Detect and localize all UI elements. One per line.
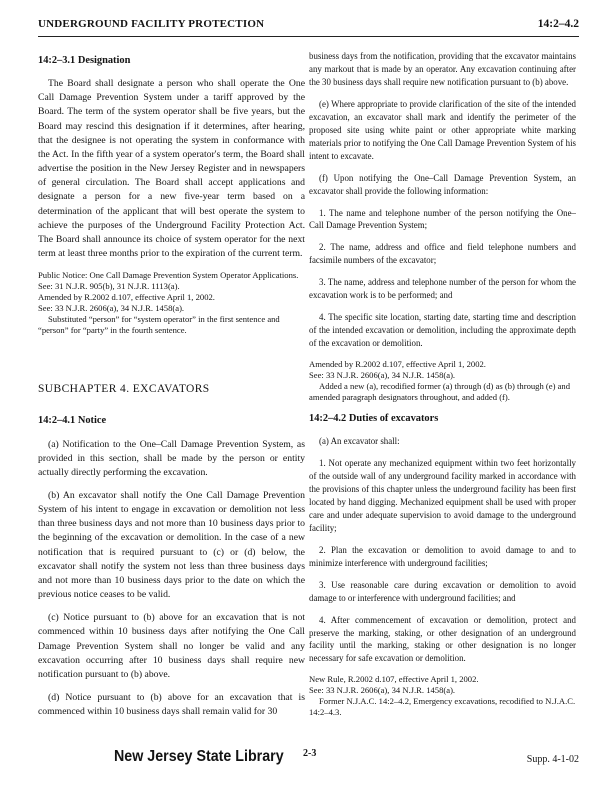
section-14-2-3-1-notes [38,270,305,336]
left-column [38,50,305,728]
paragraph-c: (c) Notice pursuant to (b) above for an excavation that is not commenced within 10 business days after notifying the One Call Damage Prevention System shall no longer be valid and any excavation occurring after 10 business days shall require new notification pursuant to (b) above. [38,612,305,680]
paragraph-a: (a) An excavator shall: [319,436,400,447]
history-note: See: 33 N.J.R. 2606(a), 34 N.J.R. 1458(a). [309,685,456,696]
paragraph-e: (e) Where appropriate to provide clarification of the site of the intended excavation, an excavator shall mark and identify the perimeter of the proposed site using white paint or other appropriate white marking materials prior to notifying the One Call Damage Prevention System of his intent to excavate. [309,98,576,161]
page-footer [0,746,615,786]
section-14-2-4-2-heading: 14:2–4.2 Duties of excavators [309,413,439,425]
library-stamp: New Jersey State Library [114,748,284,765]
history-note: Substituted “person” for “system operator” in the first sentence and “person” for “party” in the fourth sentence. [38,314,280,336]
paragraph-b: (b) An excavator shall notify the One Call Damage Prevention System of his intent to engage in excavation or demolition not less than three business days and not more than 10 business days prior to the beginning of the excavation or demolition. In the case of a new notification that is required pursuant to (c) or (d) below, the excavator shall notify the system not less than three business days and not more than 10 business days prior to the date on which the previous notice ceases to be valid. [38,489,305,601]
history-note: Amended by R.2002 d.107, effective April 1, 2002. [38,292,215,303]
list-item-a3: 3. Use reasonable care during excavation or demolition to avoid damage to or interference with underground facilities; and [309,579,576,603]
section-14-2-4-2-notes [309,674,576,718]
list-item-f2: 2. The name, address and office and field telephone numbers and facsimile numbers of the excavator; [309,242,576,266]
supplement-date: Supp. 4-1-02 [526,754,579,765]
history-note: See: 33 N.J.R. 2606(a), 34 N.J.R. 1458(a). [38,303,185,314]
list-item-a2: 2. Plan the excavation or demolition to avoid damage to and to minimize interference with underground facilities; [309,544,576,568]
history-note: Amended by R.2002 d.107, effective April 1, 2002. [309,359,486,370]
running-header [38,14,579,37]
page-number: 2-3 [303,748,317,759]
history-note: New Rule, R.2002 d.107, effective April 1, 2002. [309,674,479,685]
list-item-f4: 4. The specific site location, starting date, starting time and description of the intended excavation or demolition, including the approximate depth of the excavation or demolition. [309,312,576,349]
history-note: Public Notice: One Call Damage Prevention System Operator Applications. [38,270,299,281]
section-14-2-3-1-body: The Board shall designate a person who shall operate the One Call Damage Prevention System under a tariff approved by the Board. The term of the system operator shall be five years, but the Board may rescind this designation if it determines, after hearing, that the designee is not operating the system in conformance with the Act. In the fifth year of a system operator's term, the Board shall advertise the position in the New Jersey Register and in newspapers of general circulation. The Board shall accept applications and designate a person for a new five-year term based on a determination of the applicant that will best operate the system to achieve the purposes of the Underground Facility Protection Act. The Board shall announce its choice of system operator for the next term at least three months prior to the expiration of the current term. [38,78,305,260]
history-note: See: 31 N.J.R. 905(b), 31 N.J.R. 1113(a). [38,281,180,292]
list-item-f3: 3. The name, address and telephone number of the person for whom the excavation work is to be performed; and [309,277,576,301]
history-note: Former N.J.A.C. 14:2–4.2, Emergency excavations, recodified to N.J.A.C. 14:2–4.3. [309,696,576,718]
list-item-f1: 1. The name and telephone number of the person notifying the One–Call Damage Prevention System; [309,207,576,231]
list-item-a4: 4. After commencement of excavation or demolition, protect and preserve the marking, staking, or other designation of an underground facility until the marking, staking or other designation is no longer necessary for safe excavation or demolition. [309,614,576,664]
right-column [309,50,576,728]
section-14-2-3-1-heading: 14:2–3.1 Designation [38,55,131,66]
paragraph-a: (a) Notification to the One–Call Damage Prevention System, as provided in this section, shall be made by the person or entity actually directly performing the excavation. [38,438,305,478]
header-section-number: 14:2–4.2 [537,18,579,30]
paragraph-d-continued: business days from the notification, providing that the excavator maintains any markout that is made by an operator. Any excavation continuing after the 30 business days shall require new notification pursuant to (b) above. [309,51,576,87]
paragraph-f: (f) Upon notifying the One–Call Damage Prevention System, an excavator shall provide the following information: [309,172,576,196]
list-item-a1: 1. Not operate any mechanized equipment within two feet horizontally of the outside wall of any underground facility marked in accordance with the provisions of this chapter unless the underground facility has been first located by hand digging. Mechanized equipment shall be used with proper care and under adequate supervision to avoid damage to the underground facility; [309,458,576,533]
subchapter-heading: SUBCHAPTER 4. EXCAVATORS [38,383,210,396]
header-title: UNDERGROUND FACILITY PROTECTION [38,18,265,30]
paragraph-d: (d) Notice pursuant to (b) above for an excavation that is commenced within 10 business days shall remain valid for 30 [38,692,305,718]
history-note: See: 33 N.J.R. 2606(a), 34 N.J.R. 1458(a). [309,370,456,381]
section-14-2-4-1-notes [309,359,576,403]
history-note: Added a new (a), recodified former (a) through (d) as (b) through (e) and amended paragraph designators throughout, and added (f). [309,381,571,403]
section-14-2-4-1-heading: 14:2–4.1 Notice [38,415,107,427]
